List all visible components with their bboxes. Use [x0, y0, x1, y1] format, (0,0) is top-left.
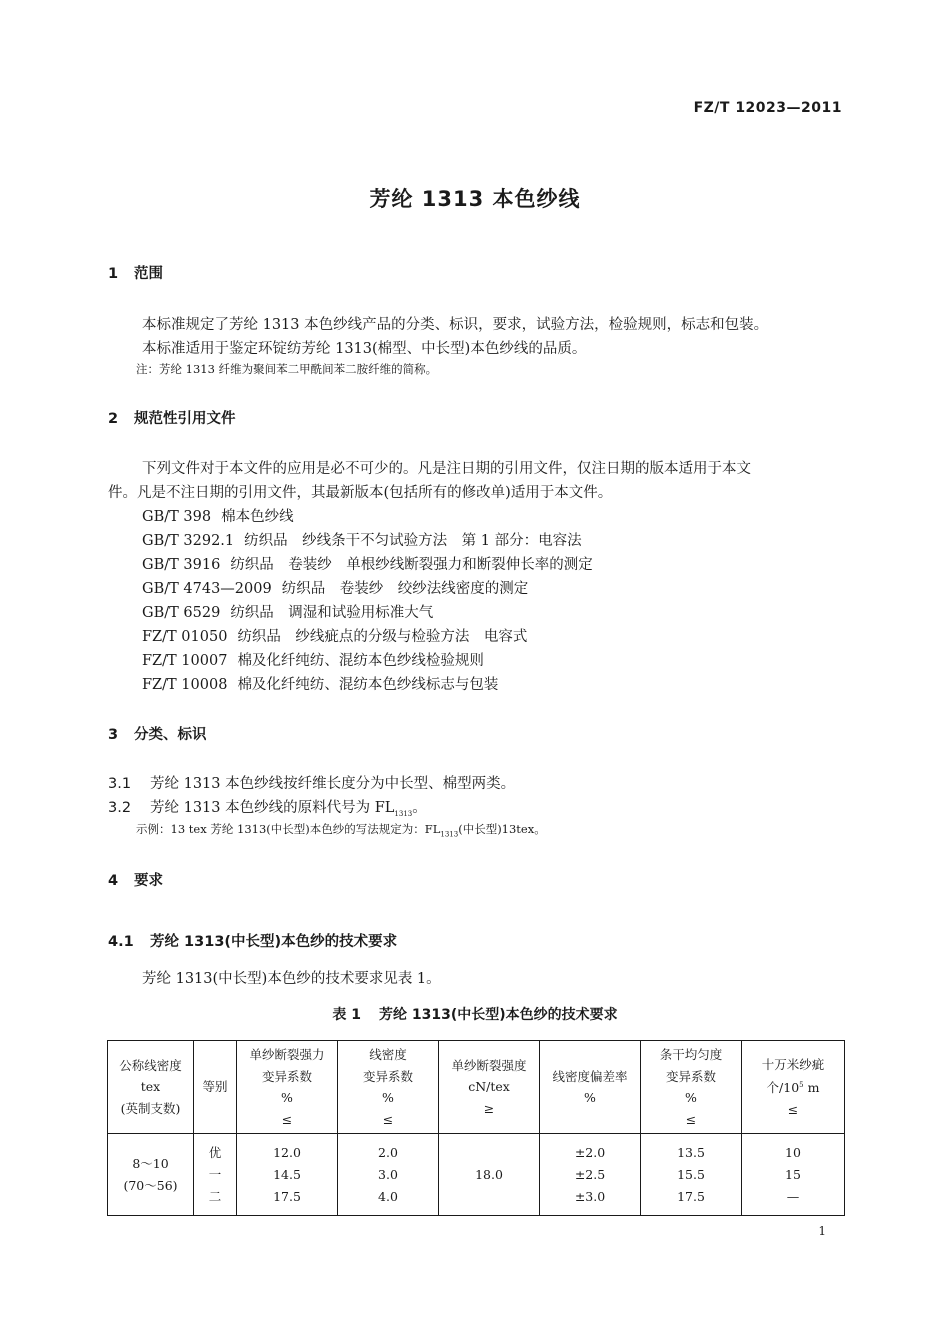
cell-line: 4.0	[378, 1188, 398, 1204]
cell-strength-cv	[237, 1134, 338, 1216]
header-line: ≤	[685, 1111, 697, 1127]
cell-evenness-cv	[641, 1134, 742, 1216]
cell-line: 2.0	[378, 1144, 398, 1160]
section-title: 规范性引用文件	[134, 411, 236, 427]
page-title: 芳纶 1313 本色纱线	[369, 187, 581, 211]
example-subscript: 1313	[440, 830, 459, 839]
table-number: 表 1	[332, 1007, 361, 1023]
cell-line: 13.5	[677, 1144, 705, 1160]
reference-code: FZ/T 01050	[142, 629, 228, 645]
header-grade	[194, 1041, 237, 1134]
reference-title: 纺织品 卷装纱 单根纱线断裂强力和断裂伸长率的测定	[230, 557, 593, 573]
section-number: 4	[108, 873, 119, 889]
header-tenacity	[439, 1041, 540, 1134]
clause-3-1	[108, 772, 515, 793]
references-intro-line-2: 件。凡是不注日期的引用文件，其最新版本(包括所有的修改单)适用于本文件。	[108, 485, 613, 501]
section-title: 范围	[134, 266, 163, 282]
cell-density-deviation	[540, 1134, 641, 1216]
header-line: 等别	[202, 1079, 228, 1095]
scope-paragraph-2: 本标准适用于鉴定环锭纺芳纶 1313(棉型、中长型)本色纱线的品质。	[142, 341, 587, 357]
section-1-heading	[108, 262, 163, 283]
section-title: 要求	[134, 873, 163, 889]
cell-line: 3.0	[378, 1166, 398, 1182]
clause-3-2	[108, 796, 427, 818]
section-number: 2	[108, 411, 119, 427]
clause-title: 芳纶 1313(中长型)本色纱的技术要求	[150, 934, 398, 950]
cell-line: (70～56)	[123, 1177, 178, 1193]
header-line: 公称线密度	[119, 1057, 182, 1073]
unit-text-end: m	[803, 1080, 820, 1096]
reference-item	[142, 601, 433, 622]
cell-line: ±2.5	[574, 1166, 606, 1182]
clause-4-1-heading	[108, 930, 397, 951]
reference-item	[142, 553, 593, 574]
clause-4-1-text: 芳纶 1313(中长型)本色纱的技术要求见表 1。	[142, 971, 441, 987]
reference-item	[142, 625, 527, 646]
section-3-heading	[108, 723, 207, 744]
clause-text: 芳纶 1313 本色纱线按纤维长度分为中长型、棉型两类。	[150, 776, 516, 792]
cell-line: 8～10	[132, 1155, 169, 1171]
cell-line: 17.5	[677, 1188, 705, 1204]
cell-line: 一	[208, 1166, 222, 1182]
header-line: 变异系数	[261, 1068, 312, 1084]
reference-title: 纺织品 调湿和试验用标准大气	[230, 605, 434, 621]
reference-code: FZ/T 10007	[142, 653, 228, 669]
cell-line: ±3.0	[574, 1188, 606, 1204]
table-caption	[0, 1004, 950, 1024]
reference-item	[142, 529, 582, 550]
reference-code: GB/T 3916	[142, 557, 221, 573]
clause-number: 4.1	[108, 934, 134, 950]
cell-grades	[194, 1134, 237, 1216]
example-text-end: (中长型)13tex。	[458, 822, 546, 836]
header-density-deviation	[540, 1041, 641, 1134]
cell-line: 10	[785, 1144, 801, 1160]
section-title: 分类、标识	[134, 727, 207, 743]
requirements-table	[107, 1040, 845, 1216]
clause-end: 。	[412, 800, 427, 816]
header-line: 线密度	[369, 1047, 407, 1062]
clause-number: 3.1	[108, 776, 132, 792]
header-line: ≥	[483, 1100, 495, 1116]
header-line: 变异系数	[362, 1068, 413, 1084]
reference-title: 纺织品 卷装纱 绞纱法线密度的测定	[281, 581, 529, 597]
header-line: ≤	[281, 1111, 293, 1127]
reference-code: GB/T 398	[142, 509, 212, 525]
header-line: 单纱断裂强力	[249, 1047, 325, 1062]
document-number: FZ/T 12023—2011	[693, 100, 842, 116]
header-line: 条干均匀度	[659, 1047, 723, 1062]
header-line: 单纱断裂强度	[451, 1057, 527, 1073]
cell-density-cv	[338, 1134, 439, 1216]
header-density-cv	[338, 1041, 439, 1134]
header-line: cN/tex	[468, 1079, 510, 1095]
cell-line: 二	[208, 1188, 222, 1204]
cell-tenacity	[439, 1134, 540, 1216]
reference-code: GB/T 6529	[142, 605, 221, 621]
scope-paragraph-1: 本标准规定了芳纶 1313 本色纱线产品的分类、标识，要求，试验方法，检验规则，标志和包装。	[142, 317, 769, 333]
reference-title: 棉及化纤纯纺、混纺本色纱线检验规则	[237, 653, 484, 669]
clause-number: 3.2	[108, 800, 132, 816]
header-line: %	[382, 1090, 394, 1105]
header-evenness-cv	[641, 1041, 742, 1134]
scope-note: 注：芳纶 1313 纤维为聚间苯二甲酰间苯二胺纤维的简称。	[136, 362, 438, 376]
header-strength-cv	[237, 1041, 338, 1134]
page-number: 1	[818, 1224, 826, 1238]
header-nominal-density	[108, 1041, 194, 1134]
header-line: ≤	[787, 1101, 799, 1117]
cell-line: 15.5	[677, 1166, 705, 1182]
section-4-heading	[108, 869, 163, 890]
unit-exponent: 5	[799, 1081, 804, 1090]
header-line: tex	[140, 1079, 161, 1095]
references-intro-line-1: 下列文件对于本文件的应用是必不可少的。凡是注日期的引用文件，仅注日期的版本适用于本文	[142, 461, 751, 477]
cell-line: 12.0	[273, 1144, 301, 1160]
reference-code: GB/T 4743—2009	[142, 581, 272, 597]
reference-title: 棉及化纤纯纺、混纺本色纱线标志与包装	[237, 677, 499, 693]
header-unit	[742, 1075, 844, 1099]
header-line: ≤	[382, 1111, 394, 1127]
reference-item	[142, 649, 484, 670]
clause-text: 芳纶 1313 本色纱线的原料代号为 FL	[150, 800, 395, 816]
cell-line: 15	[785, 1166, 801, 1182]
header-line: 线密度偏差率	[552, 1068, 628, 1084]
cell-line: 18.0	[475, 1166, 503, 1182]
cell-line: 优	[208, 1144, 222, 1160]
table-title: 芳纶 1313(中长型)本色纱的技术要求	[378, 1007, 618, 1023]
section-2-heading	[108, 407, 236, 428]
cell-line: ±2.0	[574, 1144, 606, 1160]
cell-nominal-density	[108, 1134, 194, 1216]
header-line: %	[584, 1090, 596, 1105]
reference-title: 纺织品 纱线疵点的分级与检验方法 电容式	[237, 629, 528, 645]
cell-line: —	[786, 1188, 800, 1204]
reference-title: 纺织品 纱线条干不匀试验方法 第 1 部分：电容法	[244, 533, 582, 549]
reference-item	[142, 577, 528, 598]
reference-item	[142, 673, 498, 694]
table-row	[108, 1134, 845, 1216]
header-line: 十万米纱疵	[761, 1056, 825, 1072]
header-yarn-faults	[742, 1041, 845, 1134]
cell-yarn-faults	[742, 1134, 845, 1216]
header-line: (英制支数)	[120, 1100, 181, 1116]
clause-subscript: 1313	[394, 809, 413, 818]
cell-line: 14.5	[273, 1166, 301, 1182]
reference-code: FZ/T 10008	[142, 677, 228, 693]
cell-line: 17.5	[273, 1188, 301, 1204]
section-number: 3	[108, 727, 119, 743]
reference-item	[142, 505, 294, 526]
header-line: %	[685, 1090, 697, 1105]
unit-text: 个/10	[766, 1080, 800, 1096]
example-text: 示例：13 tex 芳纶 1313(中长型)本色纱的写法规定为：FL	[136, 822, 441, 836]
header-line: %	[281, 1090, 293, 1105]
header-line: 变异系数	[665, 1068, 716, 1084]
section-number: 1	[108, 266, 119, 282]
reference-code: GB/T 3292.1	[142, 533, 235, 549]
example-note	[136, 821, 546, 838]
reference-title: 棉本色纱线	[221, 509, 294, 525]
table-header-row	[108, 1041, 845, 1134]
